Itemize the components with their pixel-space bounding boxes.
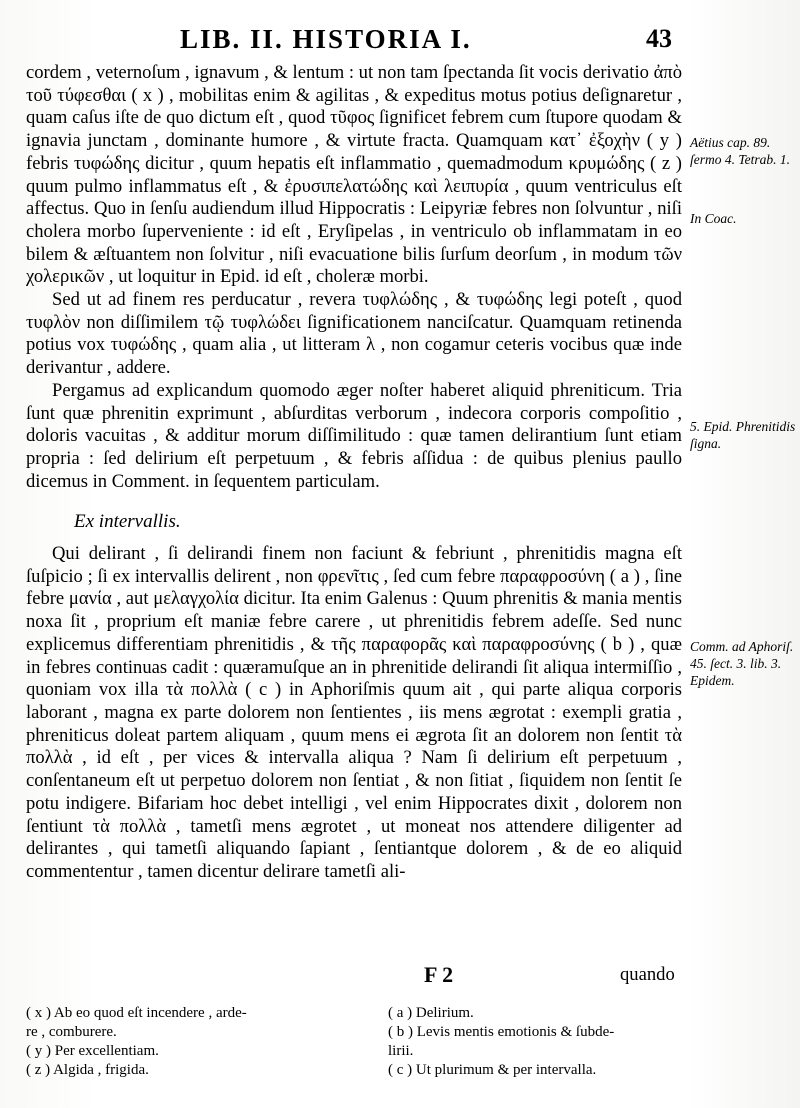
signature-mark: F 2 <box>424 962 454 987</box>
footnote-line: ( y ) Per excellentiam. <box>26 1043 159 1059</box>
catchword: quando <box>620 964 675 985</box>
footnotes-left <box>26 1004 356 1080</box>
footnote-line: ( b ) Levis mentis emotionis & ſubde- <box>388 1024 615 1040</box>
marginal-note: 5. Epid. Phrenitidis ſigna. <box>690 419 796 451</box>
paragraph: cordem , veternoſum , ignavum , & lentum : ut non tam ſpectanda ſit vocis derivatio ἀπὸ τοῦ τύφεσθαι ( x ) , mobilitas enim & agilitas , & expeditus motus potius deſignaretur , quam caſus iſte de quo dictum eſt , quod τῦφος ſignificet febrem cum ſtupore quodam & ignavia junctam , dominante humore , & virtute fracta. Quamquam κατ᾽ ἐξοχὴν ( y ) febris τυφώδης dicitur , quum hepatis eſt inflammatio , quemadmodum κρυμώδης ( z ) quum pulmo inflammatus eſt , & ἐρυσιπελατώδης καὶ λειπυρία , quum ventriculus eſt affectus. Quo in ſenſu audiendum illud Hippocratis : Leipyriæ febres non ſolvuntur , niſi cholera morbo ſuperveniente : id eſt , Eryſipelas , in ventriculo ob inflammatam in eo bilem & æſtuantem non ſolvitur , niſi evacuatione bilis ſurſum deorſum , in modum τῶν χολερικῶν , ut loquitur in Epid. id eſt , choleræ morbi. <box>26 62 682 288</box>
paragraph: Pergamus ad explicandum quomodo æger noſter haberet aliquid phreniticum. Tria ſunt quæ phrenitin exprimunt , abſurditas verborum , indecora corporis compoſitio , doloris vacuitas , & additur morum diſſimilitudo : quæ tamen delirantium ſunt etiam propria : ſed delirium eſt perpetuum , & febris aſſidua : de quibus plenius paullo dicemus in Comment. in ſequentem particulam. <box>26 379 682 492</box>
footnote-line: ( c ) Ut plurimum & per intervalla. <box>388 1062 597 1078</box>
main-text <box>26 62 682 884</box>
paragraph: Qui delirant , ſi delirandi finem non faciunt & febriunt , phrenitidis magna eſt ſuſpicio ; ſi ex intervallis delirent , non φρενῖτις , ſed cum febre παραφροσύνη ( a ) , ſine febre μανία , aut μελαγχολία dicitur. Ita enim Galenus : Quum phrenitis & mania mentis noxa ſit , proprium eſt maniæ febre carere , ut phrenitidis febrem adeſſe. Sed nunc explicemus differentiam phrenitidis , & τῆς παραφορᾶς καὶ παραφροσύνης ( b ) , quæ in febres continuas cadit : quæramuſque an in phrenitide delirandi ſit aliqua intermiſſio , quoniam vox illa τὰ πολλὰ ( c ) in Aphoriſmis quum ait , qui parte aliqua corporis laborant , magna ex parte dolorem non ſentientes , iis mens ægrotat : exempli gratia , phreniticus doleat partem aliquam , quum mens ei ægrota ſit an dolorem non ſentit τὰ πολλὰ , id eſt , per vices & intervalla aliqua ? Nam ſi delirium eſt perpetuum , conſentaneum eſt ut perpetuo dolorem non ſentiat , & non ſitiat , ſiquidem non ſentit ſe potu indigere. Bifariam hoc debet intelligi , vel enim Hippocrates dixit , dolorem non ſentiunt τὰ πολλὰ , tametſi mens ægrotet , ut moneat nos attendere diligenter ad delirantes , qui tametſi aliquando ſapiant , ſentiantque dolorem , & de eo aliquid commententur , tamen dicentur delirare tametſi ali- <box>26 543 682 882</box>
footnote-line: ( z ) Algida , frigida. <box>26 1062 149 1078</box>
marginal-note: Aëtius cap. 89. ſermo 4. Tetrab. 1. <box>690 135 791 167</box>
marginal-note: In Coac. <box>690 211 737 226</box>
footnotes-right <box>388 1004 688 1080</box>
footnote-line: re , comburere. <box>26 1024 117 1040</box>
footnote-line: ( x ) Ab eo quod eſt incendere , arde- <box>26 1005 247 1021</box>
running-title: LIB. II. HISTORIA I. <box>180 24 472 54</box>
footnote-line: lirii. <box>388 1043 414 1059</box>
paragraph: Sed ut ad finem res perducatur , revera τυφλώδης , & τυφώδης legi poteſt , quod τυφλὸν non diſſimilem τῷ τυφλώδει ſignificationem nanciſcatur. Quamquam retinenda potius vox τυφώδης , quam alia , ut litteram λ , non cogamur ceteris vocibus quæ inde derivantur , addere. <box>26 289 682 379</box>
marginal-note: Comm. ad Aphoriſ. 45. ſect. 3. lib. 3. Epidem. <box>690 639 794 688</box>
page-number: 43 <box>646 24 672 53</box>
section-heading: Ex intervallis. <box>74 511 181 533</box>
footnote-line: ( a ) Delirium. <box>388 1005 474 1021</box>
